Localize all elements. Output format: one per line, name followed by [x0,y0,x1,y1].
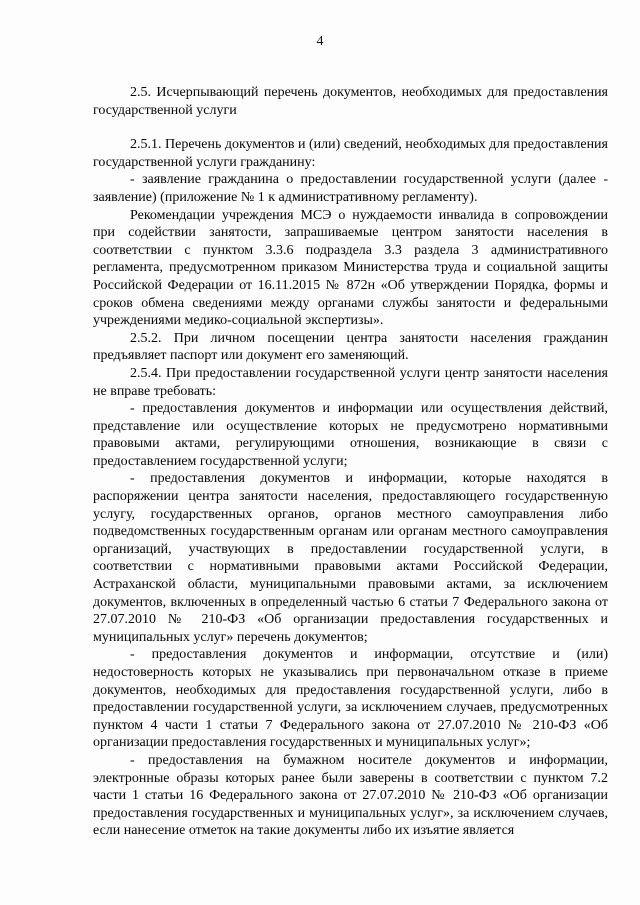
list-item-documents-unreliable: - предоставления документов и информации, отсутствие и (или) недостоверность которых не указывались при первоначальном отказе в приеме документов, необходимых для предоставления государственной услуги, либо в предоставлении государственной услуги, за исключением случаев, предусмотренных пунктом 4 части 1 статьи 7 Федерального закона от 27.07.2010 № 210-ФЗ «Об организации предоставления государственных и муниципальных услуг»; [93,647,608,751]
list-item-documents-held: - предоставления документов и информации, которые находятся в распоряжении центра занятости населения, предоставляющего государственную услугу, государственных органов, органов местного самоуправления либо подведомственных государственным органам или органам местного самоуправления организаций, участвующих в предоставлении государственной услуги, в соответствии с нормативными правовыми актами Российской Федерации, Астраханской области, муниципальными правовыми актами, за исключением документов, включенных в определенный частью 6 статьи 7 Федерального закона от 27.07.2010 № 210-ФЗ «Об организации предоставления государственных и муниципальных услуг» перечень документов; [93,471,608,645]
section-title: 2.5. Исчерпывающий перечень документов, необходимых для предоставления государственной услуги [93,85,608,118]
list-item-paper-documents: - предоставления на бумажном носителе документов и информации, электронные образы которых ранее были заверены в соответствии с пунктом 7.2 части 1 статьи 16 Федерального закона от 27.07.2010 № 210-ФЗ «Об организации предоставления государственных и муниципальных услуг», за исключением случаев, если нанесение отметок на такие документы либо их изъятие является [93,752,608,839]
paragraph-2-5-1: 2.5.1. Перечень документов и (или) сведений, необходимых для предоставления государственной услуги гражданину: [93,137,608,170]
document-body [93,84,608,840]
page-number: 4 [316,34,324,49]
paragraph-mse-recommendations: Рекомендации учреждения МСЭ о нуждаемости инвалида в сопровождении при содействии занятости, запрашиваемые центром занятости населения в соответствии с пунктом 3.3.6 подраздела 3.3 раздела 3 административного регламента, предусмотренном приказом Министерства труда и социальной защиты Российской Федерации от 16.11.2015 № 872н «Об утверждении Порядка, формы и сроков обмена сведениями между органами службы занятости и федеральными учреждениями медико-социальной экспертизы». [93,207,608,329]
paragraph-application-item: - заявление гражданина о предоставлении государственной услуги (далее - заявление) (приложение № 1 к административному регламенту). [93,172,608,205]
paragraph-2-5-4: 2.5.4. При предоставлении государственной услуги центр занятости населения не вправе требовать: [93,365,608,399]
paragraph-gap [93,119,608,136]
paragraph-2-5-2: 2.5.2. При личном посещении центра занятости населения гражданин предъявляет паспорт или документ его заменяющий. [93,330,608,364]
list-item-documents-actions: - предоставления документов и информации или осуществления действий, представление или осуществление которых не предусмотрено нормативными правовыми актами, регулирующими отношения, возникающие в связи с предоставлением государственной услуги; [93,401,608,469]
